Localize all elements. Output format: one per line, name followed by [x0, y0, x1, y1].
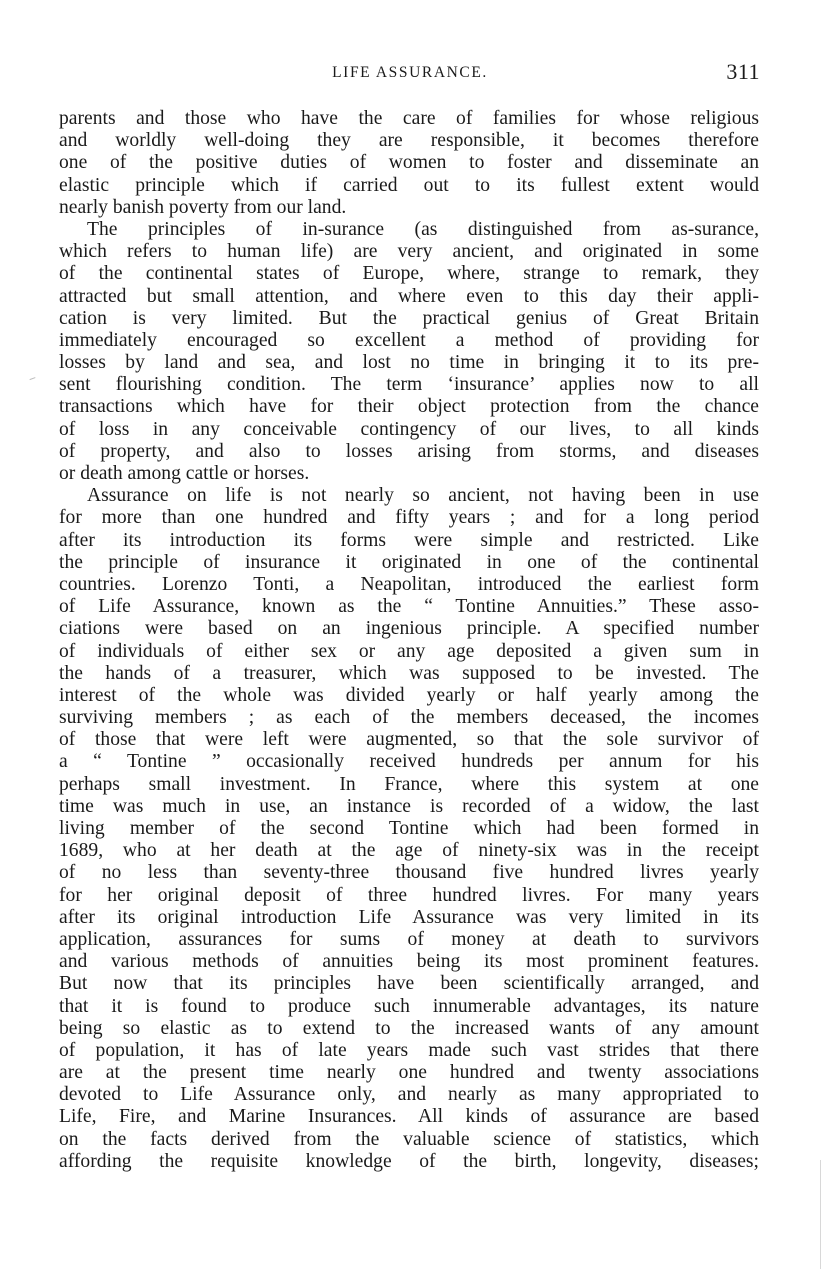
text-line: application, assurances for sums of money at death to survivors [59, 928, 759, 950]
text-line: Life, Fire, and Marine Insurances. All kinds of assurance are based [59, 1106, 759, 1128]
text-line: of population, it has of late years made such vast strides that there [59, 1039, 759, 1061]
text-line: for her original deposit of three hundred livres. For many years [59, 884, 759, 906]
text-line: Assurance on life is not nearly so ancient, not having been in use [87, 485, 759, 507]
text-line: of loss in any conceivable contingency of our lives, to all kinds [59, 418, 759, 440]
text-line: devoted to Life Assurance only, and nearly as many appropriated to [59, 1084, 759, 1106]
text-line: that it is found to produce such innumerable advantages, its nature [59, 995, 759, 1017]
text-line: But now that its principles have been scientifically arranged, and [59, 973, 759, 995]
text-line: of property, and also to losses arising from storms, and diseases [59, 440, 759, 462]
page-number: 311 [726, 59, 760, 84]
text-line: surviving members ; as each of the members deceased, the incomes [59, 707, 759, 729]
text-line: cation is very limited. But the practical genius of Great Britain [59, 307, 759, 329]
text-line: or death among cattle or horses. [59, 463, 310, 484]
text-line: time was much in use, an instance is recorded of a widow, the last [59, 795, 759, 817]
text-line: parents and those who have the care of families for whose religious [59, 108, 759, 129]
text-line: countries. Lorenzo Tonti, a Neapolitan, introduced the earliest form [59, 573, 759, 595]
text-line: nearly banish poverty from our land. [59, 196, 347, 218]
text-line: transactions which have for their object protection from the chance [59, 396, 759, 418]
scan-edge [820, 1160, 821, 1269]
text-line: a “ Tontine ” occasionally received hundreds per annum for his [59, 751, 759, 773]
text-line: the hands of a treasurer, which was supposed to be invested. The [59, 662, 759, 684]
text-line: the principle of insurance it originated in one of the continental [59, 551, 759, 573]
text-line: elastic principle which if carried out to its fullest extent would [59, 174, 759, 196]
text-line: after its original introduction Life Assurance was very limited in its [59, 906, 759, 928]
body-text [59, 108, 759, 1173]
text-line: are at the present time nearly one hundred and twenty associations [59, 1062, 759, 1084]
text-line: on the facts derived from the valuable science of statistics, which [59, 1128, 759, 1150]
text-line: after its introduction its forms were simple and restricted. Like [59, 529, 759, 551]
text-line: 1689, who at her death at the age of ninety-six was in the receipt [59, 840, 759, 862]
text-line: The principles of in-surance (as distinguished from as-surance, [87, 218, 759, 240]
text-line: and worldly well-doing they are responsible, it becomes therefore [59, 130, 759, 152]
text-line: perhaps small investment. In France, where this system at one [59, 773, 759, 795]
text-line: one of the positive duties of women to foster and disseminate an [59, 152, 759, 174]
text-line: living member of the second Tontine which had been formed in [59, 818, 759, 839]
text-line: interest of the whole was divided yearly or half yearly among the [59, 684, 759, 706]
text-line: affording the requisite knowledge of the birth, longevity, diseases; [59, 1150, 759, 1172]
text-line: of Life Assurance, known as the “ Tontine Annuities.” These asso- [59, 596, 759, 618]
text-line: attracted but small attention, and where even to this day their appli- [59, 285, 759, 307]
text-line: ciations were based on an ingenious principle. A specified number [59, 618, 759, 640]
text-line: of the continental states of Europe, where, strange to remark, they [59, 263, 759, 285]
text-line: which refers to human life) are very ancient, and originated in some [59, 241, 759, 263]
text-line: of individuals of either sex or any age deposited a given sum in [59, 640, 759, 662]
text-line: sent flourishing condition. The term ‘insurance’ applies now to all [59, 374, 759, 396]
margin-mark [29, 377, 36, 383]
text-line: of those that were left were augmented, so that the sole survivor of [59, 729, 759, 751]
running-head [60, 60, 760, 86]
text-line: and various methods of annuities being its most prominent features. [59, 951, 759, 973]
running-title: LIFE ASSURANCE. [332, 64, 488, 81]
text-line: for more than one hundred and fifty years ; and for a long period [59, 507, 759, 529]
text-line: of no less than seventy-three thousand five hundred livres yearly [59, 862, 759, 884]
text-line: being so elastic as to extend to the increased wants of any amount [59, 1017, 759, 1039]
text-line: losses by land and sea, and lost no time in bringing it to its pre- [59, 352, 759, 374]
text-line: immediately encouraged so excellent a method of providing for [59, 329, 759, 351]
